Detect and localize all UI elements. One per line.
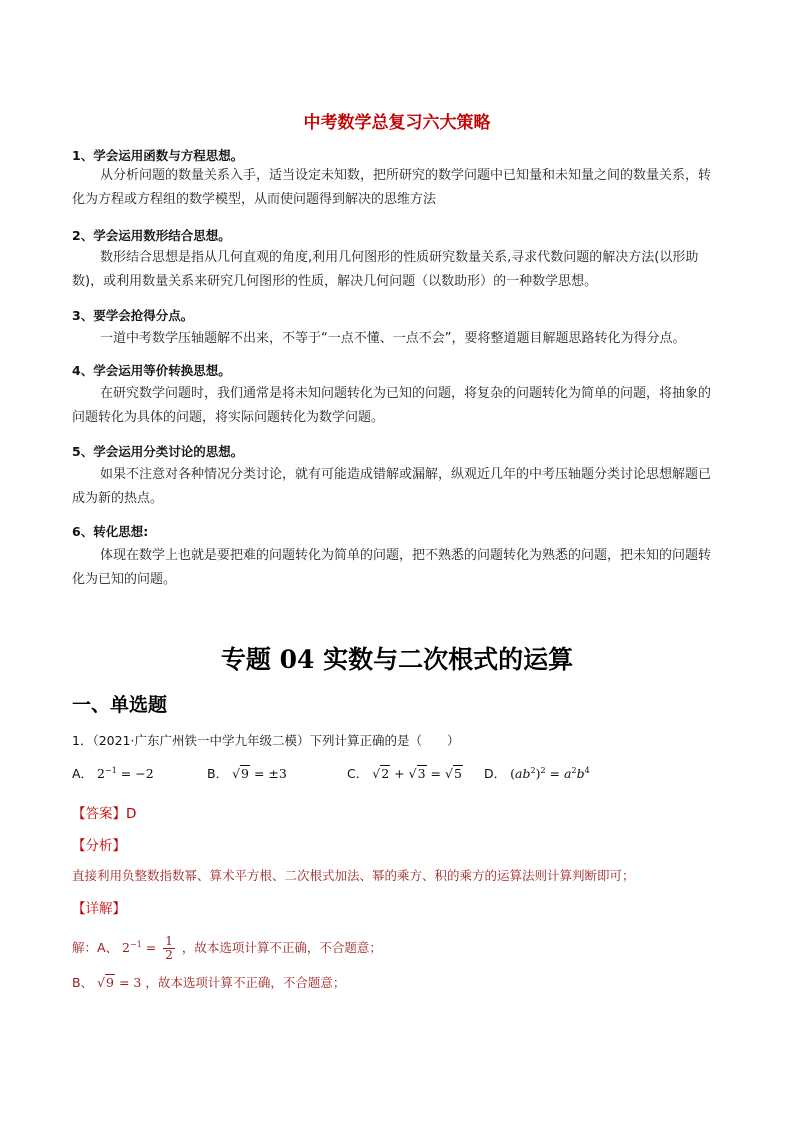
option-b: B． √9 = ±3 bbox=[207, 766, 287, 781]
analysis-label: 【分析】 bbox=[72, 838, 126, 854]
option-a: A． $2^{-1} = -2$ bbox=[72, 765, 154, 781]
strategy-body-3: 一道中考数学压轴题解不出来，不等于“一点不懂、一点不会”，要将整道题目解题思路转化为得分点。 bbox=[100, 331, 686, 346]
detail-line-a: 解：A、 $2^{-1}$ = $\frac{1}{2}$ ，故本选项计算不正确，不合题意； bbox=[72, 934, 382, 963]
strategy-heading-6: 6、转化思想: bbox=[72, 524, 149, 539]
strategy-heading-3: 3、要学会抢得分点。 bbox=[72, 308, 194, 323]
detail-label: 【详解】 bbox=[72, 901, 126, 917]
strategy-body-6: 体现在数学上也就是要把难的问题转化为简单的问题，把不熟悉的问题转化为熟悉的问题，把未知的问题转化为已知的问题。 bbox=[72, 548, 712, 587]
strategy-heading-5: 5、学会运用分类讨论的思想。 bbox=[72, 444, 244, 459]
detail-line-b: B、 √9 = 3 ，故本选项计算不正确，不合题意； bbox=[72, 975, 346, 990]
question-stem: 1．（2021·广东广州铁一中学九年级二模）下列计算正确的是（ ） bbox=[72, 733, 460, 748]
strategy-heading-2: 2、学会运用数形结合思想。 bbox=[72, 228, 231, 243]
analysis-text: 直接利用负整数指数幂、算术平方根、二次根式加法、幂的乘方、积的乘方的运算法则计算判断即可； bbox=[72, 868, 635, 883]
strategy-body-5: 如果不注意对各种情况分类讨论，就有可能造成错解或漏解，纵观近几年的中考压轴题分类讨论思想解题已成为新的热点。 bbox=[72, 467, 712, 506]
strategy-heading-4: 4、学会运用等价转换思想。 bbox=[72, 363, 231, 378]
section-title: 一、单选题 bbox=[72, 694, 168, 716]
strategy-heading-1: 1、学会运用函数与方程思想。 bbox=[72, 148, 244, 163]
strategy-body-2: 数形结合思想是指从几何直观的角度,利用几何图形的性质研究数量关系,寻求代数问题的解决方法(以形助数)，或利用数量关系来研究几何图形的性质，解决几何问题（以数助形）的一种数学思想。 bbox=[72, 250, 699, 289]
strategy-title: 中考数学总复习六大策略 bbox=[303, 113, 491, 133]
answer-label: 【答案】D bbox=[72, 806, 137, 822]
strategy-body-4: 在研究数学问题时，我们通常是将未知问题转化为已知的问题，将复杂的问题转化为简单的问题，将抽象的问题转化为具体的问题，将实际问题转化为数学问题。 bbox=[72, 386, 712, 425]
option-d: D． $(ab^2)^2 = a^2b^4$ bbox=[484, 765, 590, 781]
strategy-body-1: 从分析问题的数量关系入手，适当设定未知数，把所研究的数学问题中已知量和未知量之间的数量关系，转化为方程或方程组的数学模型，从而使问题得到解决的思维方法 bbox=[72, 168, 712, 207]
question-options bbox=[72, 764, 752, 788]
option-c: C． √2 + √3 = √5 bbox=[347, 766, 462, 781]
topic-title: 专题 04 实数与二次根式的运算 bbox=[220, 645, 574, 674]
